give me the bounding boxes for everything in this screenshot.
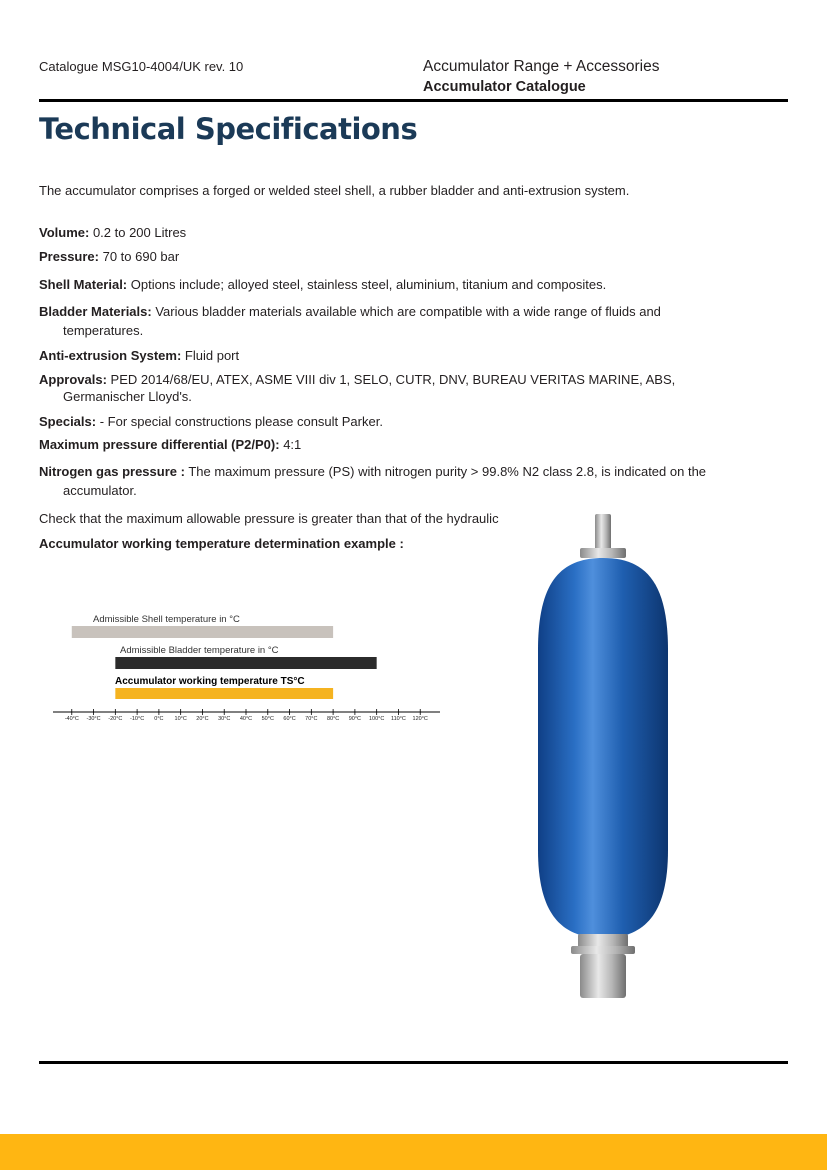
axis-tick-label: 90°C (348, 716, 362, 722)
spec-label: Bladder Materials: (39, 304, 152, 319)
shell-temperature-bar (72, 626, 333, 638)
spec-bladder-materials (39, 302, 769, 340)
spec-label: Specials: (39, 414, 97, 429)
spec-label: Anti-extrusion System: (39, 348, 182, 363)
spec-pressure (39, 247, 769, 266)
spec-value: Fluid port (181, 348, 240, 363)
header-section-title: Accumulator Range + Accessories (423, 58, 660, 75)
spec-value: Various bladder materials available which are compatible with a wide range of fluids and (151, 304, 661, 319)
spec-label: Volume: (39, 225, 90, 240)
spec-anti-extrusion (39, 346, 769, 365)
footer-accent-bar (0, 1134, 827, 1170)
spec-value: 4:1 (279, 437, 302, 452)
axis-tick-label: 10°C (174, 716, 187, 722)
spec-max-pressure-differential (39, 435, 769, 454)
spec-specials (39, 412, 769, 431)
spec-label: Pressure: (39, 249, 99, 264)
header-subsection-title: Accumulator Catalogue (423, 79, 586, 95)
temperature-example-heading: Accumulator working temperature determination example : (39, 536, 404, 551)
spec-value: - For special constructions please consult Parker. (96, 414, 383, 429)
shell-range-label: Admissible Shell temperature in °C (93, 614, 240, 625)
axis-tick-label: 30°C (218, 716, 231, 722)
intro-paragraph: The accumulator comprises a forged or welded steel shell, a rubber bladder and anti-extrusion system. (39, 183, 630, 198)
axis-tick-label: 60°C (283, 716, 296, 722)
axis-tick-label: 50°C (261, 716, 274, 722)
fluid-port (580, 954, 626, 998)
axis-tick-label: -40°C (64, 716, 79, 722)
spec-value: PED 2014/68/EU, ATEX, ASME VIII div 1, SELO, CUTR, DNV, BUREAU VERITAS MARINE, ABS, (106, 372, 676, 387)
header-rule (39, 99, 788, 102)
spec-value-continued: Germanischer Lloyd's. (63, 389, 192, 404)
axis-tick-label: -30°C (86, 716, 101, 722)
spec-label: Shell Material: (39, 277, 128, 292)
working-temperature-bar (115, 688, 333, 699)
bladder-range-label: Admissible Bladder temperature in °C (120, 645, 279, 656)
axis-tick-label: 110°C (390, 716, 406, 722)
axis-tick-label: 70°C (305, 716, 318, 722)
header-section (423, 57, 660, 97)
axis-tick-label: 0°C (154, 716, 164, 722)
axis-tick-label: 40°C (239, 716, 253, 722)
axis-tick-label: 20°C (196, 716, 209, 722)
axis-tick-label: -20°C (108, 716, 123, 722)
axis-tick-label: 120°C (412, 716, 428, 722)
spec-volume (39, 223, 769, 242)
footer-rule (39, 1061, 788, 1064)
page-title: Technical Specifications (39, 112, 418, 146)
spec-approvals (39, 370, 769, 406)
spec-value-continued: temperatures. (63, 323, 144, 338)
fluid-port-collar (578, 934, 628, 948)
spec-value-continued: accumulator. (63, 483, 137, 498)
temperature-range-chart (50, 606, 445, 726)
spec-nitrogen-pressure (39, 462, 769, 500)
catalogue-reference: Catalogue MSG10-4004/UK rev. 10 (39, 59, 244, 74)
spec-label: Approvals: (39, 372, 107, 387)
spec-value: The maximum pressure (PS) with nitrogen purity > 99.8% N2 class 2.8, is indicated on the (184, 464, 707, 479)
spec-value: 0.2 to 200 Litres (89, 225, 187, 240)
spec-shell-material (39, 275, 769, 294)
spec-label: Nitrogen gas pressure : (39, 464, 185, 479)
check-pressure-text: Check that the maximum allowable pressure is greater than that of the hydraulic (39, 511, 499, 526)
spec-value: 70 to 690 bar (98, 249, 180, 264)
accumulator-image (522, 510, 672, 1000)
spec-value: Options include; alloyed steel, stainless steel, aluminium, titanium and composites. (127, 277, 607, 292)
temperature-ticks (65, 709, 428, 722)
working-range-label: Accumulator working temperature TS°C (115, 676, 305, 687)
axis-tick-label: 100°C (368, 716, 385, 722)
gas-valve (595, 514, 611, 550)
axis-tick-label: 80°C (326, 716, 340, 722)
vessel-shell (538, 558, 668, 938)
axis-tick-label: -10°C (130, 716, 145, 722)
spec-label: Maximum pressure differential (P2/P0): (39, 437, 280, 452)
fluid-port-ring (571, 946, 635, 954)
valve-collar (580, 548, 626, 558)
bladder-temperature-bar (115, 657, 376, 669)
